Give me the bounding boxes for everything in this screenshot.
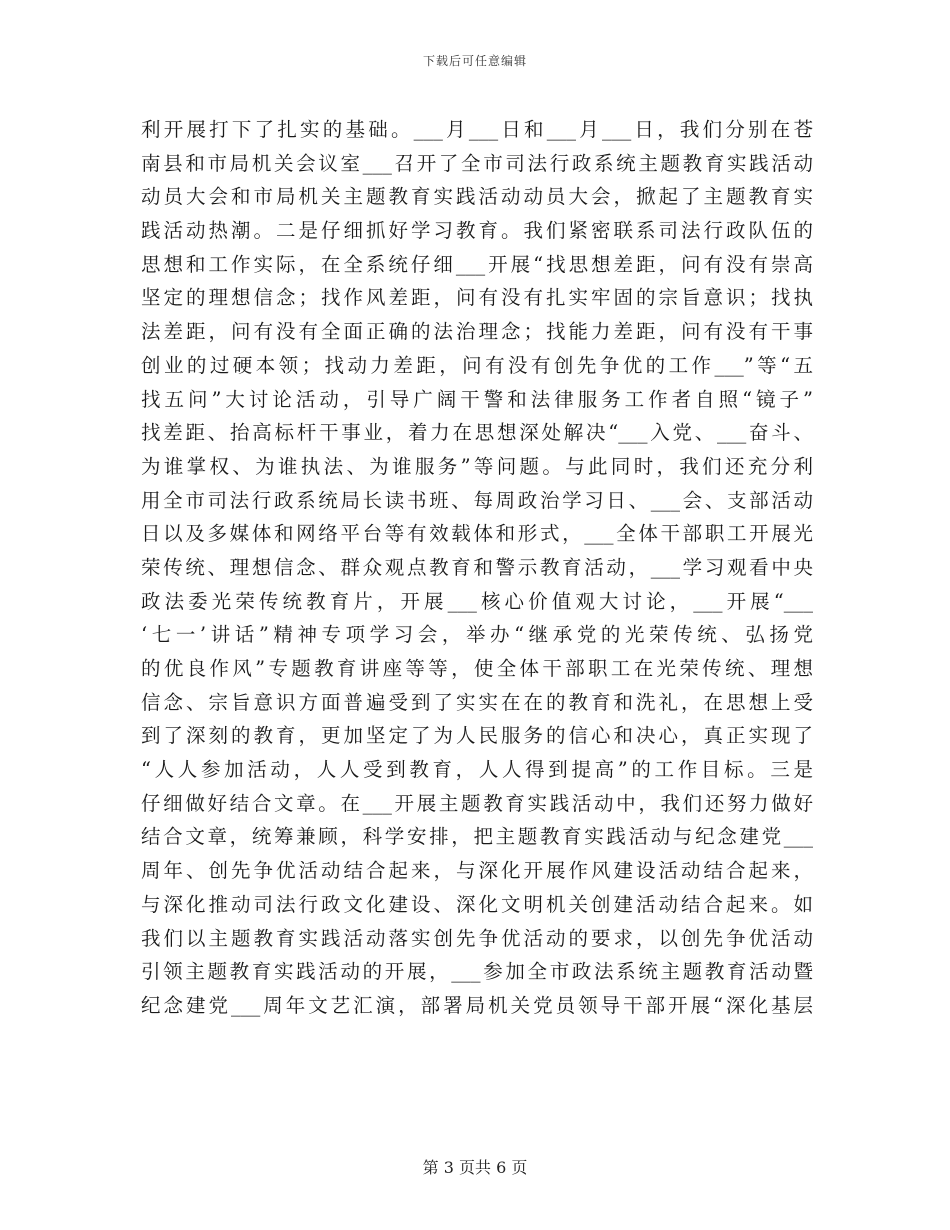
body-line: 仔细做好结合文章。在___开展主题教育实践活动中，我们还努力做好 [141, 791, 813, 815]
body-line: 荣传统、理想信念、群众观点教育和警示教育活动，___学习观看中央 [141, 555, 813, 579]
page-number: 第 3 页共 6 页 [422, 1158, 528, 1177]
body-line: 法差距，问有没有全面正确的法治理念；找能力差距，问有没有干事 [141, 320, 813, 344]
body-line: 坚定的理想信念；找作风差距，问有没有扎实牢固的宗旨意识；找执 [141, 286, 813, 310]
body-line: 与深化推动司法行政文化建设、深化文明机关创建活动结合起来。如 [141, 892, 813, 916]
document-body [141, 113, 813, 1023]
body-line: 创业的过硬本领；找动力差距，问有没有创先争优的工作___”等“五 [141, 353, 813, 377]
body-line: 思想和工作实际，在全系统仔细___开展“找思想差距，问有没有崇高 [141, 252, 813, 276]
body-line: 我们以主题教育实践活动落实创先争优活动的要求，以创先争优活动 [141, 926, 813, 950]
body-line: 的优良作风”专题教育讲座等等，使全体干部职工在光荣传统、理想 [141, 657, 813, 680]
body-line: 找五问”大讨论活动，引导广阔干警和法律服务工作者自照“镜子” [141, 387, 813, 411]
body-line: 周年、创先争优活动结合起来，与深化开展作风建设活动结合起来， [141, 859, 813, 883]
body-line: 政法委光荣传统教育片，开展___核心价值观大讨论，___开展“___ [141, 589, 813, 613]
body-line: 纪念建党___周年文艺汇演，部署局机关党员领导干部开展“深化基层 [141, 993, 813, 1017]
body-line: 找差距、抬高标杆干事业，着力在思想深处解决“___入党、___奋斗、 [141, 421, 813, 445]
body-line: 用全市司法行政系统局长读书班、每周政治学习日、___会、支部活动 [141, 488, 813, 512]
body-line: 动员大会和市局机关主题教育实践活动动员大会，掀起了主题教育实 [141, 185, 813, 209]
body-line: 结合文章，统筹兼顾，科学安排，把主题教育实践活动与纪念建党___ [141, 825, 813, 849]
body-line: 引领主题教育实践活动的开展，___参加全市政法系统主题教育活动暨 [141, 960, 813, 984]
body-line: “人人参加活动，人人受到教育，人人得到提高”的工作目标。三是 [141, 758, 813, 782]
page-header-note: 下载后可任意编辑 [422, 54, 527, 68]
body-line: 日以及多媒体和网络平台等有效载体和形式，___全体干部职工开展光 [141, 522, 813, 546]
body-line: 践活动热潮。二是仔细抓好学习教育。我们紧密联系司法行政队伍的 [141, 219, 813, 243]
body-line: 到了深刻的教育，更加坚定了为人民服务的信心和决心，真正实现了 [141, 724, 813, 748]
body-line: 为谁掌权、为谁执法、为谁服务”等问题。与此同时，我们还充分利 [141, 454, 813, 478]
body-line: ‘七一’讲话”精神专项学习会，举办“继承党的光荣传统、弘扬党 [141, 623, 813, 647]
body-line: 南县和市局机关会议室___召开了全市司法行政系统主题教育实践活动 [141, 151, 813, 175]
body-line: 利开展打下了扎实的基础。___月___日和___月___日，我们分别在苍 [141, 118, 813, 141]
body-line: 信念、宗旨意识方面普遍受到了实实在在的教育和洗礼，在思想上受 [141, 690, 813, 714]
